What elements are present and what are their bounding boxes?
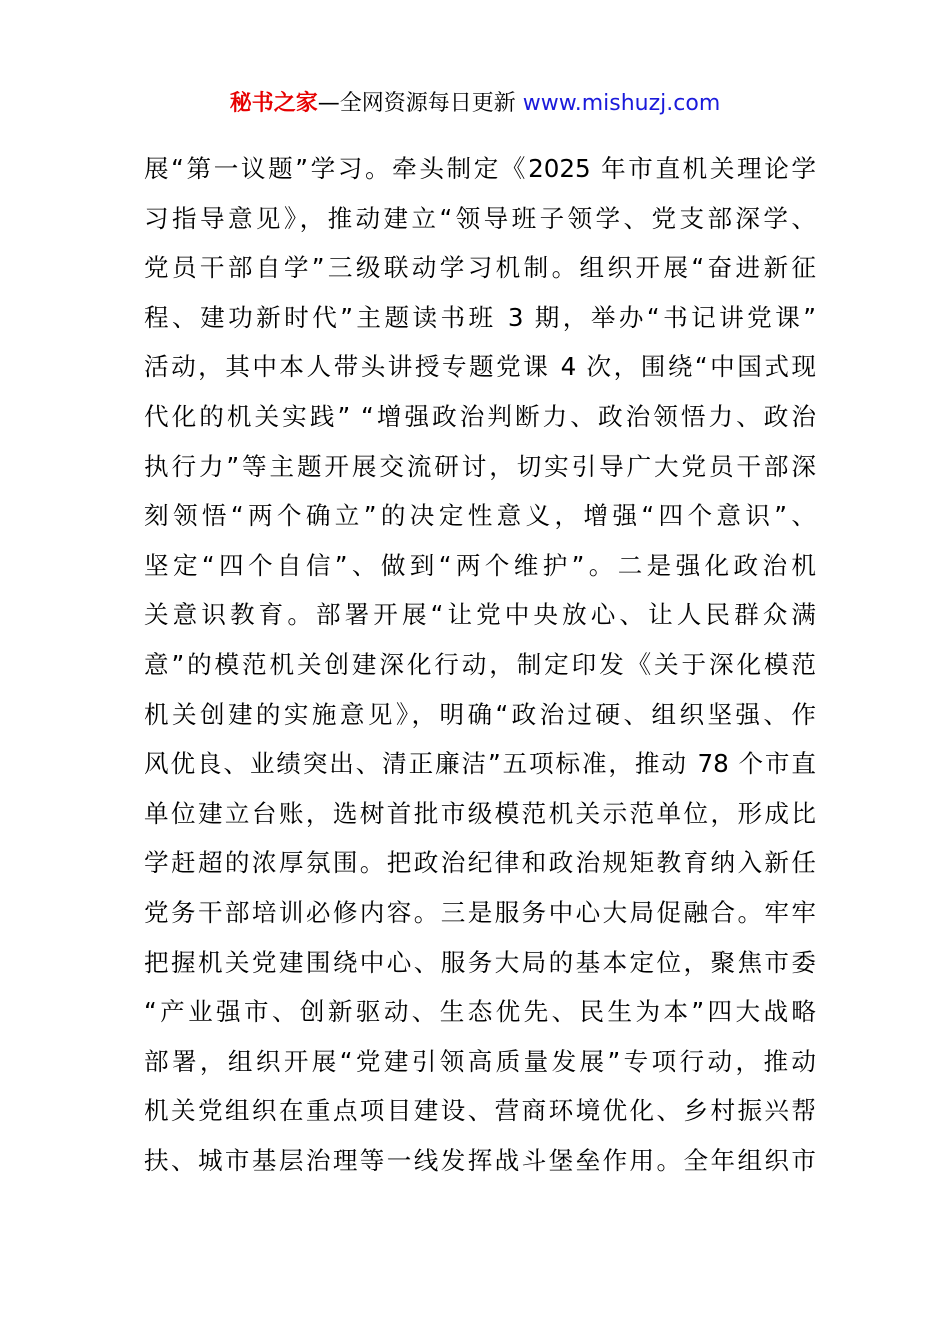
page-header [0, 88, 950, 120]
text-line: 单位建立台账，选树首批市级模范机关示范单位，形成比 [144, 798, 816, 828]
text-line: 学赶超的浓厚氛围。把政治纪律和政治规矩教育纳入新任 [144, 848, 816, 878]
header-brand: 秘书之家 [229, 91, 318, 116]
text-line: 活动，其中本人带头讲授专题党课 4 次，围绕“中国式现 [144, 352, 816, 382]
text-line: 风优良、业绩突出、清正廉洁”五项标准，推动 78 个市直 [144, 749, 816, 779]
text-line: 程、建功新时代”主题读书班 3 期，举办“书记讲党课” [144, 302, 816, 332]
text-line: 把握机关党建围绕中心、服务大局的基本定位，聚焦市委 [144, 947, 816, 977]
text-line: 意”的模范机关创建深化行动，制定印发《关于深化模范 [144, 649, 816, 679]
text-line: 党务干部培训必修内容。三是服务中心大局促融合。牢牢 [144, 897, 816, 927]
text-line: 习指导意见》，推动建立“领导班子领学、党支部深学、 [144, 203, 816, 233]
text-line: 坚定“四个自信”、做到“两个维护”。二是强化政治机 [144, 550, 816, 580]
header-tagline: —全网资源每日更新 [317, 91, 523, 116]
text-line: 刻领悟“两个确立”的决定性意义，增强“四个意识”、 [144, 501, 816, 531]
text-line: 机关党组织在重点项目建设、营商环境优化、乡村振兴帮 [144, 1096, 816, 1126]
body-paragraph [144, 144, 816, 1185]
text-line: 展“第一议题”学习。牵头制定《2025 年市直机关理论学 [144, 154, 816, 183]
header-url-link[interactable]: www.mishuzj.com [522, 91, 721, 116]
text-line: 关意识教育。部署开展“让党中央放心、让人民群众满 [144, 600, 816, 630]
text-line: 部署，组织开展“党建引领高质量发展”专项行动，推动 [144, 1046, 816, 1076]
text-line: 扶、城市基层治理等一线发挥战斗堡垒作用。全年组织市 [144, 1145, 816, 1175]
text-line: 执行力”等主题开展交流研讨，切实引导广大党员干部深 [144, 451, 816, 481]
text-line: 机关创建的实施意见》，明确“政治过硬、组织坚强、作 [144, 699, 816, 729]
text-line: 党员干部自学”三级联动学习机制。组织开展“奋进新征 [144, 253, 816, 283]
text-line: 代化的机关实践” “增强政治判断力、政治领悟力、政治 [144, 401, 816, 431]
text-line: “产业强市、创新驱动、生态优先、民生为本”四大战略 [144, 997, 816, 1027]
